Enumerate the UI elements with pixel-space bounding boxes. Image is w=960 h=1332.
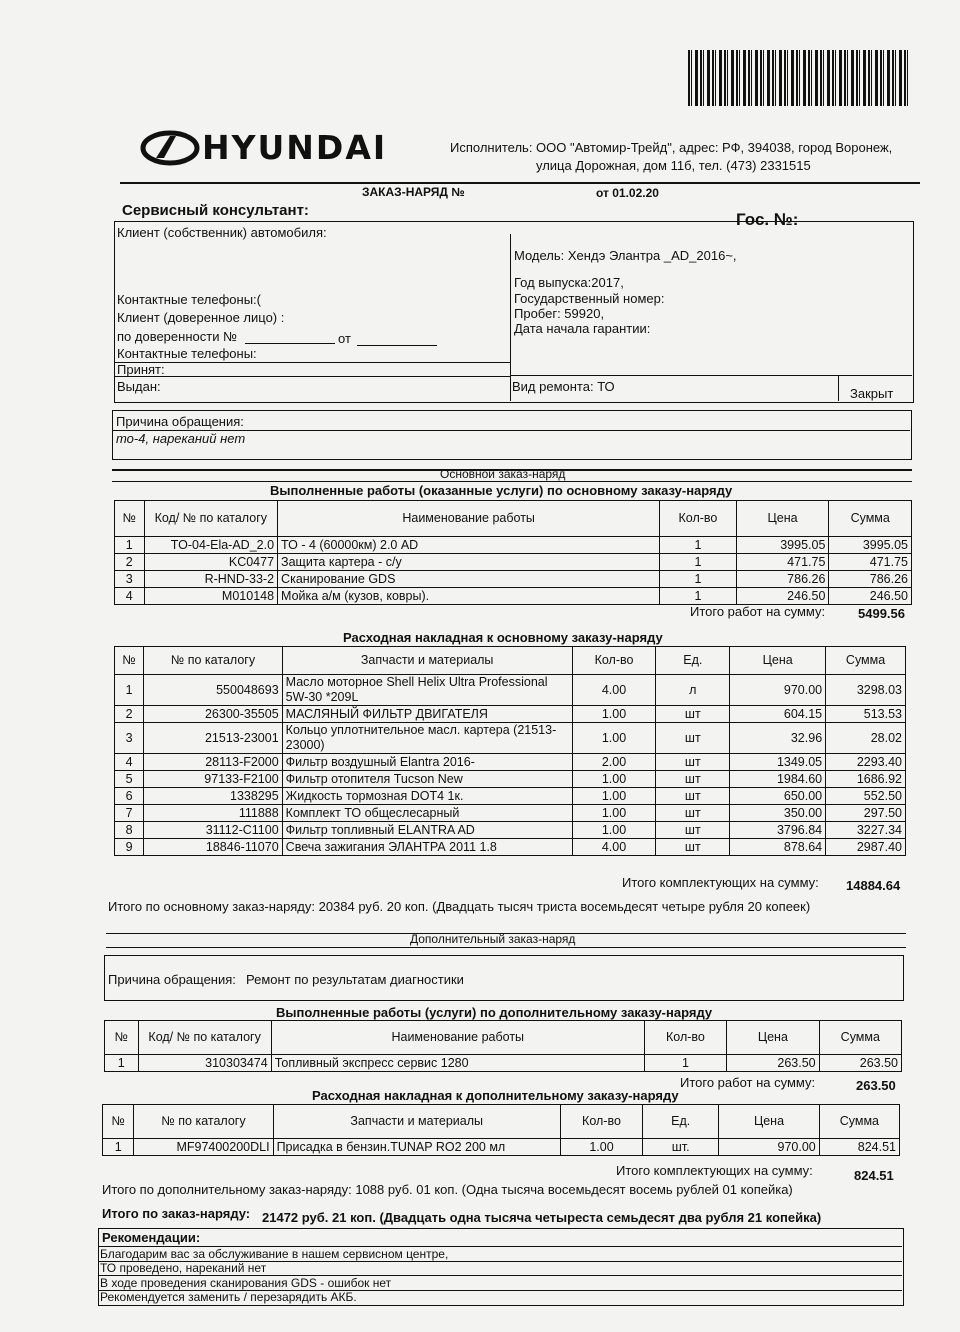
works-header-no: № [115, 501, 145, 537]
cell: 4 [115, 754, 144, 771]
cell: 1 [103, 1139, 134, 1156]
cell: 1984.60 [730, 771, 826, 788]
cell: 310303474 [138, 1055, 271, 1072]
cell: шт [656, 805, 730, 822]
extra-works-header-name: Наименование работы [271, 1021, 644, 1055]
cell: TO-04-Ela-AD_2.0 [144, 537, 278, 554]
repair-type: Вид ремонта: ТО [512, 379, 615, 394]
cell: 1.00 [560, 1139, 642, 1156]
hyundai-emblem-icon [140, 128, 200, 168]
cell: 21513-23001 [144, 723, 282, 754]
reason-value: то-4, нареканий нет [116, 431, 246, 446]
main-grand-total: Итого по основному заказ-наряду: 20384 руб. 20 коп. (Двадцать тысяч триста восемьдесят четыре рубля 20 копеек) [108, 899, 811, 914]
extra-order-rule-bottom [106, 947, 906, 948]
order-status: Закрыт [850, 386, 894, 401]
extra-reason-value: Ремонт по результатам диагностики [246, 972, 464, 987]
phones2-label: Контактные телефоны: [117, 346, 257, 361]
phones-label: Контактные телефоны:( [117, 292, 261, 307]
cell: 1349.05 [730, 754, 826, 771]
cell: 2 [115, 706, 144, 723]
recommendation-item: Благодарим вас за обслуживание в нашем сервисном центре, [100, 1247, 449, 1261]
brand-name: HYUNDAI [202, 128, 388, 167]
cell: 2293.40 [826, 754, 906, 771]
cell: 246.50 [736, 588, 829, 605]
cell: 471.75 [829, 554, 912, 571]
extra-parts-total-label: Итого комплектующих на сумму: [616, 1163, 813, 1178]
extra-works-row [105, 1055, 902, 1072]
cell: шт [656, 839, 730, 856]
cell: MF97400200DLI [134, 1139, 273, 1156]
main-works-total: 5499.56 [858, 606, 905, 621]
cell: 7 [115, 805, 144, 822]
cell: шт [656, 706, 730, 723]
cell: 1 [105, 1055, 139, 1072]
cell: 550048693 [144, 675, 282, 706]
extra-parts-header-no: № [103, 1105, 134, 1139]
cell: Фильтр воздушный Elantra 2016- [282, 754, 572, 771]
extra-parts-header-price: Цена [719, 1105, 820, 1139]
issued-row-rule [114, 376, 510, 377]
extra-works-total-label: Итого работ на сумму: [680, 1075, 816, 1090]
cell: 18846-11070 [144, 839, 282, 856]
vehicle-plate: Государственный номер: [514, 291, 665, 306]
cell: Комплект ТО общеслесарный [282, 805, 572, 822]
parts-header-no: № [115, 647, 144, 675]
parts-row [115, 839, 906, 856]
cell: 1 [660, 554, 736, 571]
cell: МАСЛЯНЫЙ ФИЛЬТР ДВИГАТЕЛЯ [282, 706, 572, 723]
cell: 6 [115, 788, 144, 805]
cell: шт [656, 822, 730, 839]
trusted-person-label: Клиент (доверенное лицо) : [117, 310, 285, 325]
cell: Кольцо уплотнительное масл. картера (21513-23000) [282, 723, 572, 754]
parts-header-sum: Сумма [826, 647, 906, 675]
works-header-qty: Кол-во [660, 501, 736, 537]
cell: 1.00 [572, 706, 656, 723]
cell: 3 [115, 571, 145, 588]
cell: шт [656, 754, 730, 771]
works-row [115, 588, 912, 605]
cell: шт [656, 723, 730, 754]
cell: 1 [660, 537, 736, 554]
cell: 552.50 [826, 788, 906, 805]
cell: 5 [115, 771, 144, 788]
cell: 2987.40 [826, 839, 906, 856]
cell: Масло моторное Shell Helix Ultra Professional 5W-30 *209L [282, 675, 572, 706]
vehicle-mileage: Пробег: 59920, [514, 306, 605, 321]
cell: 3995.05 [736, 537, 829, 554]
extra-works-header-sum: Сумма [819, 1021, 901, 1055]
cell: Фильтр отопителя Tucson New [282, 771, 572, 788]
cell: 786.26 [736, 571, 829, 588]
accepted-label: Принят: [117, 362, 165, 377]
works-header-code: Код/ № по каталогу [144, 501, 278, 537]
extra-parts-header-sum: Сумма [819, 1105, 899, 1139]
cell: 4 [115, 588, 145, 605]
parts-row [115, 788, 906, 805]
parts-row [115, 754, 906, 771]
cell: 297.50 [826, 805, 906, 822]
order-number-label: ЗАКАЗ-НАРЯД № [362, 185, 465, 199]
main-parts-total: 14884.64 [846, 878, 901, 893]
cell: 263.50 [727, 1055, 820, 1072]
cell: 1.00 [572, 788, 656, 805]
proxy-label: по доверенности № [117, 329, 238, 344]
cell: Свеча зажигания ЭЛАНТРА 2011 1.8 [282, 839, 572, 856]
cell: 650.00 [730, 788, 826, 805]
cell: 9 [115, 839, 144, 856]
works-row [115, 537, 912, 554]
main-order-title: Основной заказ-наряд [440, 467, 566, 481]
works-header-name: Наименование работы [278, 501, 660, 537]
works-header-price: Цена [736, 501, 829, 537]
main-order-rule-bottom [112, 481, 912, 482]
extra-works-table [104, 1020, 902, 1072]
extra-works-total: 263.50 [856, 1078, 896, 1093]
cell: 350.00 [730, 805, 826, 822]
cell: 8 [115, 822, 144, 839]
cell: 97133-F2100 [144, 771, 282, 788]
cell: ТО - 4 (60000км) 2.0 AD [278, 537, 660, 554]
recommendation-item: ТО проведено, нареканий нет [100, 1261, 267, 1275]
extra-works-header-price: Цена [727, 1021, 820, 1055]
owner-label: Клиент (собственник) автомобиля: [117, 225, 327, 240]
cell: 3227.34 [826, 822, 906, 839]
cell: 28.02 [826, 723, 906, 754]
barcode [688, 50, 908, 106]
order-total-label: Итого по заказ-наряду: [102, 1206, 251, 1221]
parts-row [115, 771, 906, 788]
cell: Топливный экспресс сервис 1280 [271, 1055, 644, 1072]
cell: 246.50 [829, 588, 912, 605]
proxy-number-line [245, 343, 335, 344]
cell: шт [656, 788, 730, 805]
cell: 31112-C1100 [144, 822, 282, 839]
cell: 3298.03 [826, 675, 906, 706]
cell: 604.15 [730, 706, 826, 723]
cell: 1338295 [144, 788, 282, 805]
parts-header-code: № по каталогу [144, 647, 282, 675]
cell: 3995.05 [829, 537, 912, 554]
main-works-table [114, 500, 912, 605]
main-works-title: Выполненные работы (оказанные услуги) по основному заказу-наряду [270, 483, 733, 498]
parts-header-price: Цена [730, 647, 826, 675]
extra-parts-title: Расходная накладная к дополнительному заказу-наряду [312, 1088, 679, 1103]
cell: шт. [643, 1139, 719, 1156]
extra-parts-header-qty: Кол-во [560, 1105, 642, 1139]
cell: 1 [115, 537, 145, 554]
works-row [115, 571, 912, 588]
extra-parts-row [103, 1139, 900, 1156]
cell: 4.00 [572, 839, 656, 856]
extra-works-header-code: Код/ № по каталогу [138, 1021, 271, 1055]
order-date: от 01.02.20 [596, 186, 659, 200]
cell: л [656, 675, 730, 706]
plate-label: Гос. №: [736, 210, 799, 229]
parts-header-qty: Кол-во [572, 647, 656, 675]
extra-works-title: Выполненные работы (услуги) по дополнительному заказу-наряду [276, 1005, 713, 1020]
extra-parts-header-name: Запчасти и материалы [273, 1105, 560, 1139]
cell: 1686.92 [826, 771, 906, 788]
cell: 878.64 [730, 839, 826, 856]
cell: 3796.84 [730, 822, 826, 839]
accepted-row-rule [114, 362, 510, 363]
parts-header-unit: Ед. [656, 647, 730, 675]
cell: 32.96 [730, 723, 826, 754]
parts-row [115, 822, 906, 839]
consultant-label: Сервисный консультант: [122, 202, 309, 219]
parts-row [115, 675, 906, 706]
extra-parts-total: 824.51 [854, 1168, 894, 1183]
cell: Жидкость тормозная DOT4 1к. [282, 788, 572, 805]
cell: 824.51 [819, 1139, 899, 1156]
cell: 263.50 [819, 1055, 901, 1072]
cell: 4.00 [572, 675, 656, 706]
works-row [115, 554, 912, 571]
extra-parts-table [102, 1104, 900, 1156]
parts-header-name: Запчасти и материалы [282, 647, 572, 675]
reason-label: Причина обращения: [116, 414, 244, 429]
cell: 26300-35505 [144, 706, 282, 723]
status-divider [838, 375, 839, 401]
cell: Защита картера - с/у [278, 554, 660, 571]
extra-order-title: Дополнительный заказ-наряд [410, 932, 576, 946]
cell: M010148 [144, 588, 278, 605]
cell: шт [656, 771, 730, 788]
cell: 3 [115, 723, 144, 754]
extra-reason-label: Причина обращения: [108, 972, 236, 987]
order-total-value: 21472 руб. 21 коп. (Двадцать одна тысяча четыреста семьдесят два рубля 21 копейка) [262, 1210, 822, 1225]
vehicle-warranty: Дата начала гарантии: [514, 321, 651, 336]
vehicle-model: Модель: Хендэ Элантра _AD_2016~, [514, 248, 737, 263]
works-header-sum: Сумма [829, 501, 912, 537]
cell: 970.00 [730, 675, 826, 706]
vehicle-year: Год выпуска:2017, [514, 275, 624, 290]
cell: 970.00 [719, 1139, 820, 1156]
main-parts-table [114, 646, 906, 856]
cell: KC0477 [144, 554, 278, 571]
recommendations-title: Рекомендации: [102, 1230, 201, 1245]
issued-label: Выдан: [117, 379, 161, 394]
extra-parts-header-code: № по каталогу [134, 1105, 273, 1139]
extra-works-header-qty: Кол-во [644, 1021, 726, 1055]
cell: 111888 [144, 805, 282, 822]
cell: Сканирование GDS [278, 571, 660, 588]
executor-line-1: Исполнитель: ООО "Автомир-Трейд", адрес: РФ, 394038, город Воронеж, [450, 140, 893, 155]
cell: Присадка в бензин.TUNAP RO2 200 мл [273, 1139, 560, 1156]
cell: 1.00 [572, 771, 656, 788]
recommendation-item: Рекомендуется заменить / перезарядить АКБ. [100, 1290, 357, 1304]
cell: 786.26 [829, 571, 912, 588]
parts-row [115, 805, 906, 822]
executor-line-2: улица Дорожная, дом 11б, тел. (473) 2331515 [536, 158, 811, 173]
main-parts-total-label: Итого комплектующих на сумму: [622, 875, 819, 890]
main-parts-title: Расходная накладная к основному заказу-наряду [343, 630, 663, 645]
cell: 28113-F2000 [144, 754, 282, 771]
extra-parts-header-unit: Ед. [643, 1105, 719, 1139]
extra-grand-total: Итого по дополнительному заказ-наряду: 1088 руб. 01 коп. (Одна тысяча восемьдесят восемь рублей 01 копейка) [102, 1182, 793, 1197]
header-rule [120, 182, 920, 184]
parts-row [115, 723, 906, 754]
repair-row-rule [510, 375, 912, 376]
cell: 1 [660, 571, 736, 588]
cell: Мойка а/м (кузов, ковры). [278, 588, 660, 605]
cell: 2 [115, 554, 145, 571]
cell: 513.53 [826, 706, 906, 723]
main-works-total-label: Итого работ на сумму: [690, 604, 826, 619]
proxy-date-line [357, 345, 437, 346]
cell: 471.75 [736, 554, 829, 571]
cell: Фильтр топливный ELANTRA AD [282, 822, 572, 839]
hyundai-logo [140, 128, 388, 168]
cell: 1.00 [572, 723, 656, 754]
cell: 1 [644, 1055, 726, 1072]
recommendation-item: В ходе проведения сканирования GDS - ошибок нет [100, 1276, 392, 1290]
cell: 1.00 [572, 805, 656, 822]
cell: 1.00 [572, 822, 656, 839]
cell: R-HND-33-2 [144, 571, 278, 588]
extra-works-header-no: № [105, 1021, 139, 1055]
proxy-from-label: от [338, 331, 351, 346]
cell: 1 [660, 588, 736, 605]
cell: 2.00 [572, 754, 656, 771]
parts-row [115, 706, 906, 723]
cell: 1 [115, 675, 144, 706]
